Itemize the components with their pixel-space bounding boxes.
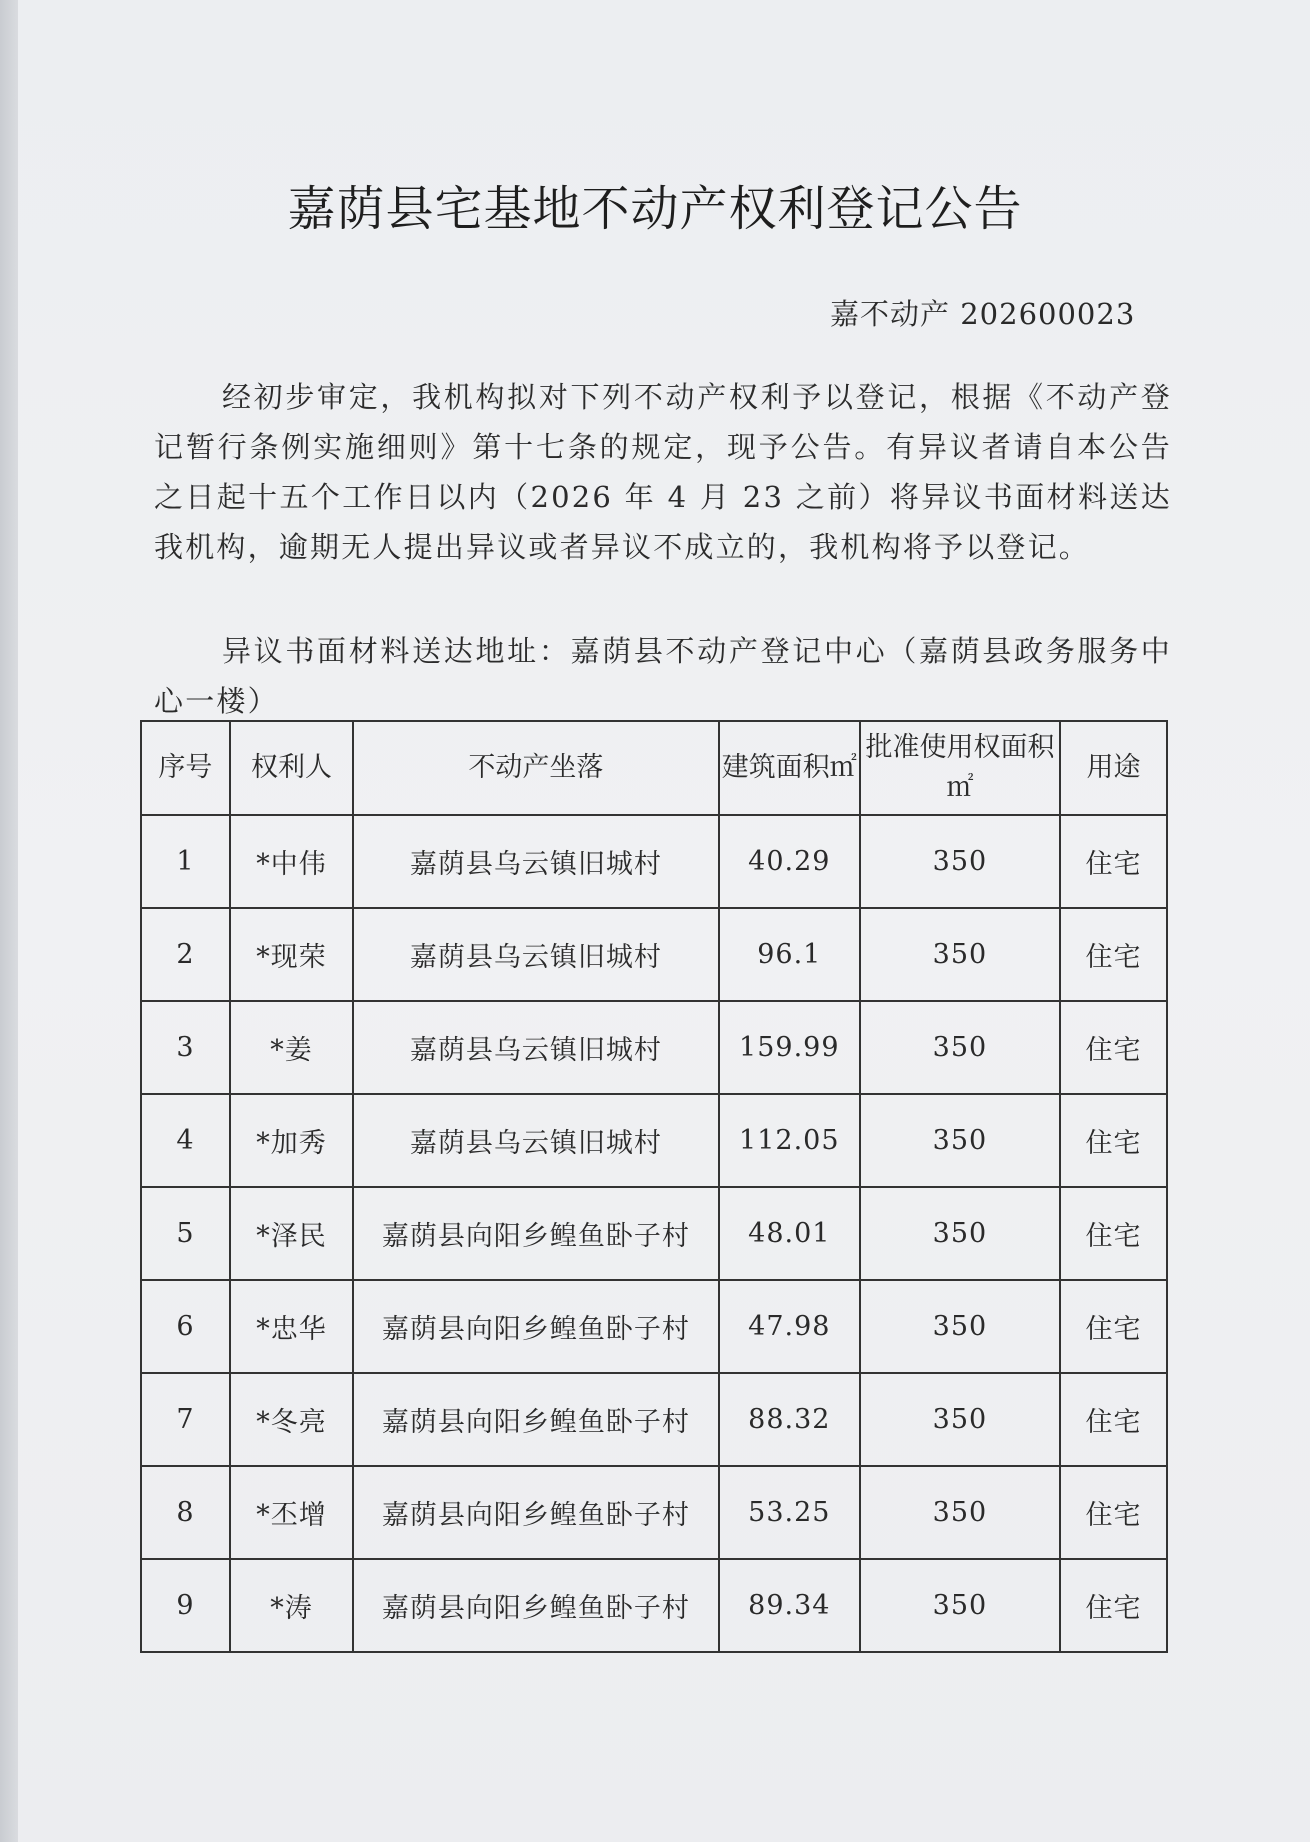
header-location: 不动产坐落 <box>353 721 719 815</box>
cell-building-area: 48.01 <box>719 1187 860 1280</box>
cell-no: 1 <box>141 815 230 908</box>
cell-approved-area: 350 <box>860 1280 1060 1373</box>
cell-location: 嘉荫县乌云镇旧城村 <box>353 1094 719 1187</box>
cell-no: 2 <box>141 908 230 1001</box>
table-row <box>141 815 1167 908</box>
document-number: 嘉不动产 202600023 <box>830 297 1136 331</box>
table-row <box>141 1466 1167 1559</box>
header-owner: 权利人 <box>230 721 353 815</box>
notice-paragraph-address: 异议书面材料送达地址：嘉荫县不动产登记中心（嘉荫县政务服务中心一楼） <box>154 634 1172 718</box>
table-row <box>141 1187 1167 1280</box>
cell-no: 5 <box>141 1187 230 1280</box>
cell-no: 9 <box>141 1559 230 1652</box>
cell-building-area: 53.25 <box>719 1466 860 1559</box>
notice-title: 嘉荫县宅基地不动产权利登记公告 <box>287 181 1023 237</box>
notice-paragraph-main: 经初步审定，我机构拟对下列不动产权利予以登记，根据《不动产登记暂行条例实施细则》第十七条的规定，现予公告。有异议者请自本公告之日起十五个工作日以内（2026 年 4 月 23 之前）将异议书面材料送达我机构，逾期无人提出异议或者异议不成立的，我机构将予以登记。 <box>154 380 1172 564</box>
cell-owner: *中伟 <box>230 815 353 908</box>
cell-no: 4 <box>141 1094 230 1187</box>
cell-usage: 住宅 <box>1060 1280 1167 1373</box>
cell-owner: *丕增 <box>230 1466 353 1559</box>
cell-approved-area: 350 <box>860 1559 1060 1652</box>
cell-usage: 住宅 <box>1060 1187 1167 1280</box>
cell-approved-area: 350 <box>860 1001 1060 1094</box>
cell-location: 嘉荫县向阳乡鳇鱼卧子村 <box>353 1280 719 1373</box>
cell-building-area: 89.34 <box>719 1559 860 1652</box>
cell-approved-area: 350 <box>860 1094 1060 1187</box>
cell-no: 7 <box>141 1373 230 1466</box>
cell-owner: *加秀 <box>230 1094 353 1187</box>
cell-building-area: 40.29 <box>719 815 860 908</box>
header-usage: 用途 <box>1060 721 1167 815</box>
cell-location: 嘉荫县向阳乡鳇鱼卧子村 <box>353 1373 719 1466</box>
cell-owner: *涛 <box>230 1559 353 1652</box>
cell-usage: 住宅 <box>1060 908 1167 1001</box>
table-row <box>141 1559 1167 1652</box>
cell-owner: *泽民 <box>230 1187 353 1280</box>
cell-location: 嘉荫县乌云镇旧城村 <box>353 815 719 908</box>
cell-building-area: 88.32 <box>719 1373 860 1466</box>
cell-usage: 住宅 <box>1060 1001 1167 1094</box>
table-header-row <box>141 721 1167 815</box>
cell-building-area: 47.98 <box>719 1280 860 1373</box>
header-building-area: 建筑面积㎡ <box>719 721 860 815</box>
cell-no: 6 <box>141 1280 230 1373</box>
header-approved-area: 批准使用权面积㎡ <box>860 721 1060 815</box>
cell-approved-area: 350 <box>860 1466 1060 1559</box>
cell-usage: 住宅 <box>1060 1373 1167 1466</box>
cell-approved-area: 350 <box>860 908 1060 1001</box>
cell-location: 嘉荫县乌云镇旧城村 <box>353 908 719 1001</box>
cell-approved-area: 350 <box>860 815 1060 908</box>
cell-usage: 住宅 <box>1060 1559 1167 1652</box>
cell-owner: *现荣 <box>230 908 353 1001</box>
table-row <box>141 1001 1167 1094</box>
table-row <box>141 1094 1167 1187</box>
cell-building-area: 96.1 <box>719 908 860 1001</box>
cell-location: 嘉荫县向阳乡鳇鱼卧子村 <box>353 1559 719 1652</box>
cell-building-area: 112.05 <box>719 1094 860 1187</box>
cell-no: 3 <box>141 1001 230 1094</box>
table-row <box>141 1280 1167 1373</box>
cell-approved-area: 350 <box>860 1187 1060 1280</box>
cell-no: 8 <box>141 1466 230 1559</box>
cell-location: 嘉荫县乌云镇旧城村 <box>353 1001 719 1094</box>
cell-usage: 住宅 <box>1060 815 1167 908</box>
cell-owner: *冬亮 <box>230 1373 353 1466</box>
table-row <box>141 908 1167 1001</box>
cell-owner: *姜 <box>230 1001 353 1094</box>
cell-usage: 住宅 <box>1060 1094 1167 1187</box>
cell-location: 嘉荫县向阳乡鳇鱼卧子村 <box>353 1466 719 1559</box>
cell-owner: *忠华 <box>230 1280 353 1373</box>
cell-usage: 住宅 <box>1060 1466 1167 1559</box>
cell-location: 嘉荫县向阳乡鳇鱼卧子村 <box>353 1187 719 1280</box>
cell-approved-area: 350 <box>860 1373 1060 1466</box>
cell-building-area: 159.99 <box>719 1001 860 1094</box>
header-no: 序号 <box>141 721 230 815</box>
registration-table <box>140 720 1168 1653</box>
table-row <box>141 1373 1167 1466</box>
